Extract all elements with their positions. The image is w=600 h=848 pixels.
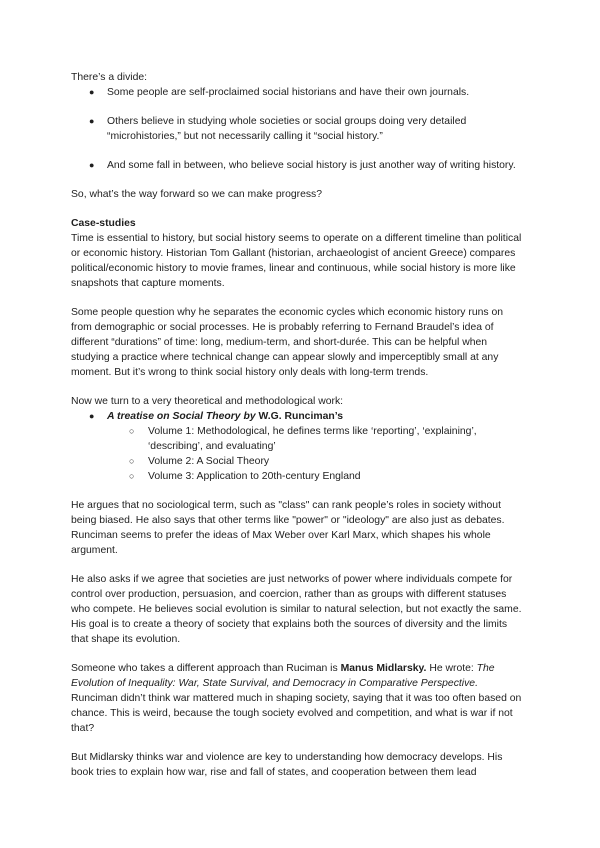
volume-text: Volume 1: Methodological, he defines terms like ‘reporting’, ‘explaining’, ‘describing’, and evaluating’ xyxy=(148,426,477,452)
list-item xyxy=(71,424,526,454)
list-item-text: And some fall in between, who believe social history is just another way of writing history. xyxy=(107,160,516,171)
asks-paragraph: He also asks if we agree that societies are just networks of power where individuals compete for control over production, persuasion, and coercion, rather than as groups with different statuses who compete. He believes social evolution is similar to natural selection, but not exactly the same. His goal is to create a theory of society that explains both the sources of diversity and the limits that shape its evolution. xyxy=(71,574,522,645)
circle-bullet-icon: ○ xyxy=(129,426,135,436)
list-item-text: Some people are self-proclaimed social historians and have their own journals. xyxy=(107,87,470,98)
midlarsky-rest: Runciman didn’t think war mattered much in shaping society, saying that it was too often based on chance. This is weird, because the tough society evolved and competition, and what is war if not that? xyxy=(71,693,522,734)
midlarsky-paragraph xyxy=(71,661,526,736)
volume-text: Volume 3: Application to 20th-century England xyxy=(148,471,361,482)
treatise-list xyxy=(71,409,526,484)
midlarsky-name: Manus Midlarsky. xyxy=(340,663,427,674)
treatise-by: by xyxy=(243,411,256,422)
bullet-icon: ● xyxy=(89,87,95,97)
list-item xyxy=(71,469,526,484)
circle-bullet-icon: ○ xyxy=(129,456,135,466)
midlarsky-lead: Someone who takes a different approach than Ruciman is xyxy=(71,663,338,674)
turn-paragraph: Now we turn to a very theoretical and methodological work: xyxy=(71,396,344,407)
treatise-author: W.G. Runciman’s xyxy=(258,411,343,422)
list-item xyxy=(71,85,526,100)
bullet-icon: ● xyxy=(89,116,95,126)
list-item xyxy=(71,158,526,173)
list-item xyxy=(71,454,526,469)
midlarsky-wrote: He wrote: xyxy=(429,663,474,674)
last-paragraph: But Midlarsky thinks war and violence are key to understanding how democracy develops. His book tries to explain how war, rise and fall of states, and cooperation between them lead xyxy=(71,752,503,778)
midlarsky-book: The Evolution of Inequality: War, State Survival, and Democracy in Comparative Perspective. xyxy=(71,663,495,689)
divide-list xyxy=(71,85,526,173)
case-studies-heading: Case-studies xyxy=(71,218,136,229)
list-item-text: Others believe in studying whole societies or social groups doing very detailed “microhistories,” but not necessarily calling it “social history.” xyxy=(107,116,467,142)
question-text: So, what’s the way forward so we can make progress? xyxy=(71,189,323,200)
argues-paragraph: He argues that no sociological term, such as "class" can rank people’s roles in society without being biased. He also says that other terms like "power" or "ideology" are also just as debates. Runciman seems to prefer the ideas of Max Weber over Karl Marx, which shapes his whole argument. xyxy=(71,500,505,556)
volume-text: Volume 2: A Social Theory xyxy=(148,456,270,467)
circle-bullet-icon: ○ xyxy=(129,471,135,481)
bullet-icon: ● xyxy=(89,160,95,170)
treatise-title: A treatise on Social Theory xyxy=(107,411,241,422)
intro-text: There’s a divide: xyxy=(71,72,148,83)
volume-list xyxy=(71,424,526,484)
list-item xyxy=(71,409,526,484)
cycles-paragraph: Some people question why he separates the economic cycles which economic history runs on from demographic or social processes. He is probably referring to Fernand Braudel’s idea of different “durations” of time: long, medium-term, and short-durée. This can be helpful when studying a practice where technical change can appear slowly and imperceptibly small at any moment. But it’s wrong to think social history only deals with long-term trends. xyxy=(71,307,504,378)
case-studies-paragraph: Time is essential to history, but social history seems to operate on a different timeline than political or economic history. Historian Tom Gallant (historian, archaeologist of ancient Greece) compares political/economic history to movie frames, linear and continuous, while social history is more like snapshots that capture moments. xyxy=(71,233,522,289)
list-item xyxy=(71,114,526,144)
document-page xyxy=(71,70,526,780)
bullet-icon: ● xyxy=(89,411,95,421)
